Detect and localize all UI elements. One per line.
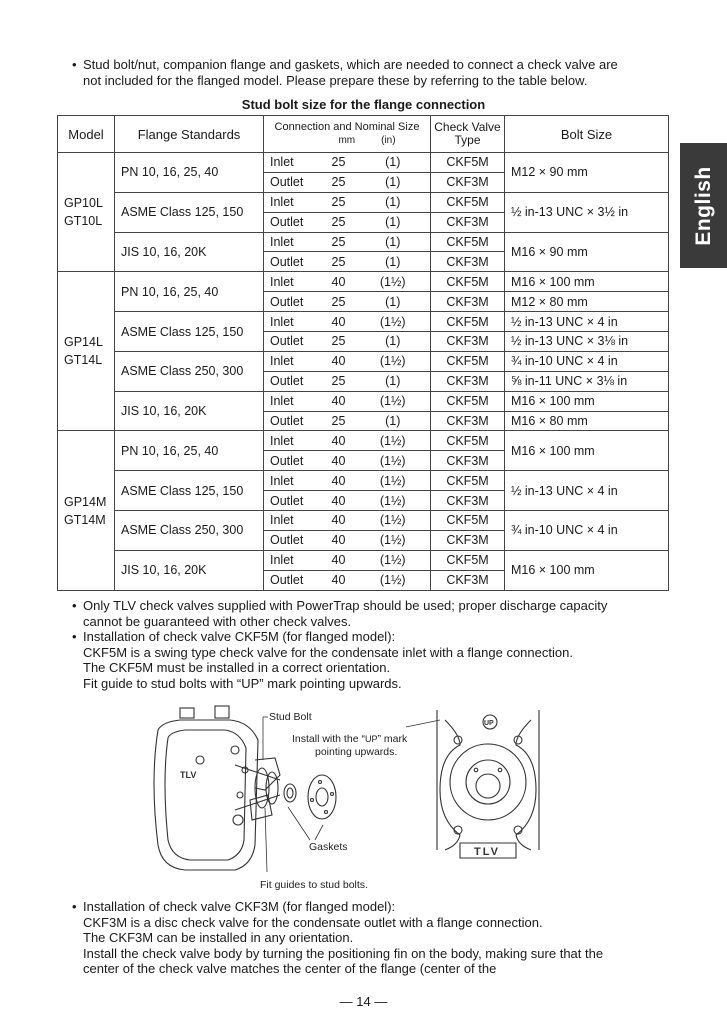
bullet-dot: • bbox=[72, 57, 77, 72]
bullet-line: Install the check valve body by turning the positioning fin on the body, making sure that the bbox=[83, 945, 604, 961]
header-connection-label: Connection and Nominal Size bbox=[274, 121, 420, 133]
model-name: GP14L bbox=[64, 335, 103, 350]
install-note-line-2: pointing upwards. bbox=[315, 746, 398, 758]
model-name: GT14M bbox=[64, 512, 106, 527]
table-row bbox=[58, 431, 669, 451]
bolt-size-cell: ½ in-13 UNC × 4 in bbox=[505, 312, 669, 332]
bolt-size-cell: ½ in-13 UNC × 3½ in bbox=[505, 192, 669, 232]
size-in-cell: (1) bbox=[356, 371, 431, 391]
flange-standard-cell: ASME Class 125, 150 bbox=[115, 471, 264, 511]
companion-flange-drawing bbox=[308, 775, 336, 819]
model-name: GT10L bbox=[64, 214, 103, 229]
flange-standard-cell: JIS 10, 16, 20K bbox=[115, 232, 264, 272]
table-row bbox=[58, 232, 669, 252]
header-check-valve-type bbox=[431, 116, 505, 153]
body-logo: TLV bbox=[180, 770, 197, 780]
model-cell bbox=[58, 272, 115, 431]
connection-cell: Outlet bbox=[264, 371, 322, 391]
powertrap-body-drawing bbox=[154, 706, 280, 870]
table-row bbox=[58, 391, 669, 411]
bullet-line: center of the check valve matches the center of the flange (center of the bbox=[83, 961, 497, 976]
flange-standard-cell: PN 10, 16, 25, 40 bbox=[115, 431, 264, 471]
size-mm-cell: 40 bbox=[322, 312, 356, 332]
flange-standard-cell: ASME Class 125, 150 bbox=[115, 192, 264, 232]
bolt-size-cell: ½ in-13 UNC × 3⅛ in bbox=[505, 332, 669, 352]
fit-guides-label: Fit guides to stud bolts. bbox=[260, 879, 368, 891]
table-row bbox=[58, 312, 669, 332]
up-mark: UP bbox=[484, 720, 494, 727]
connection-cell: Outlet bbox=[264, 451, 322, 471]
size-in-cell: (1) bbox=[356, 153, 431, 173]
bolt-size-cell: ⅝ in-11 UNC × 3⅛ in bbox=[505, 371, 669, 391]
header-model: Model bbox=[58, 116, 115, 153]
bullet-line: Installation of check valve CKF3M (for flanged model): bbox=[83, 899, 396, 914]
connection-cell: Outlet bbox=[264, 530, 322, 550]
model-name: GP10L bbox=[64, 196, 103, 211]
valve-type-cell: CKF3M bbox=[431, 530, 505, 550]
size-mm-cell: 40 bbox=[322, 391, 356, 411]
table-title: Stud bolt size for the flange connection bbox=[241, 97, 486, 112]
bolt-size-cell: M16 × 90 mm bbox=[505, 232, 669, 272]
language-tab bbox=[680, 143, 727, 268]
install-note-line-1: Install with the “UP” mark bbox=[292, 733, 408, 745]
size-mm-cell: 25 bbox=[322, 212, 356, 232]
connection-cell: Inlet bbox=[264, 391, 322, 411]
table-row bbox=[58, 272, 669, 292]
table-row bbox=[58, 192, 669, 212]
flange-standard-cell: ASME Class 250, 300 bbox=[115, 351, 264, 391]
header-check-valve: Check Valve bbox=[434, 120, 501, 134]
bullet-line: CKF3M is a disc check valve for the condensate outlet with a flange connection. bbox=[83, 914, 543, 930]
size-mm-cell: 25 bbox=[322, 332, 356, 352]
size-in-cell: (1) bbox=[356, 411, 431, 431]
header-bolt-size: Bolt Size bbox=[505, 116, 669, 153]
connection-cell: Outlet bbox=[264, 332, 322, 352]
size-in-cell: (1½) bbox=[356, 491, 431, 511]
gasket-drawing bbox=[284, 784, 296, 802]
size-mm-cell: 25 bbox=[322, 252, 356, 272]
size-mm-cell: 40 bbox=[322, 570, 356, 590]
size-in-cell: (1½) bbox=[356, 272, 431, 292]
size-in-cell: (1) bbox=[356, 292, 431, 312]
size-in-cell: (1) bbox=[356, 192, 431, 212]
bullet-line: cannot be guaranteed with other check valves. bbox=[83, 613, 352, 629]
size-mm-cell: 40 bbox=[322, 272, 356, 292]
bolt-size-cell: M12 × 90 mm bbox=[505, 153, 669, 193]
table-row bbox=[58, 153, 669, 173]
size-mm-cell: 25 bbox=[322, 192, 356, 212]
bullet-dot: • bbox=[72, 899, 77, 914]
model-cell bbox=[58, 431, 115, 590]
intro-bullet bbox=[72, 57, 682, 88]
valve-type-cell: CKF3M bbox=[431, 332, 505, 352]
connection-cell: Inlet bbox=[264, 232, 322, 252]
bolt-size-cell: M16 × 80 mm bbox=[505, 411, 669, 431]
size-mm-cell: 25 bbox=[322, 153, 356, 173]
bolt-size-cell: M12 × 80 mm bbox=[505, 292, 669, 312]
size-in-cell: (1½) bbox=[356, 530, 431, 550]
valve-type-cell: CKF5M bbox=[431, 312, 505, 332]
valve-type-cell: CKF5M bbox=[431, 431, 505, 451]
size-in-cell: (1½) bbox=[356, 431, 431, 451]
flange-standard-cell: PN 10, 16, 25, 40 bbox=[115, 272, 264, 312]
size-mm-cell: 25 bbox=[322, 371, 356, 391]
valve-type-cell: CKF5M bbox=[431, 550, 505, 570]
size-mm-cell: 40 bbox=[322, 431, 356, 451]
size-mm-cell: 25 bbox=[322, 411, 356, 431]
size-mm-cell: 25 bbox=[322, 232, 356, 252]
size-mm-cell: 25 bbox=[322, 292, 356, 312]
valve-type-cell: CKF5M bbox=[431, 471, 505, 491]
size-in-cell: (1) bbox=[356, 332, 431, 352]
valve-type-cell: CKF3M bbox=[431, 212, 505, 232]
valve-type-cell: CKF5M bbox=[431, 391, 505, 411]
table-row bbox=[58, 351, 669, 371]
bolt-size-cell: M16 × 100 mm bbox=[505, 431, 669, 471]
header-in: (in) bbox=[381, 135, 396, 146]
connection-cell: Inlet bbox=[264, 431, 322, 451]
size-in-cell: (1½) bbox=[356, 570, 431, 590]
flange-logo: TLV bbox=[474, 846, 500, 858]
size-mm-cell: 40 bbox=[322, 530, 356, 550]
size-in-cell: (1½) bbox=[356, 511, 431, 531]
intro-line-2: not included for the flanged model. Please prepare these by referring to the table below. bbox=[83, 72, 588, 88]
connection-cell: Inlet bbox=[264, 550, 322, 570]
flange-standard-cell: ASME Class 125, 150 bbox=[115, 312, 264, 352]
model-cell bbox=[58, 153, 115, 272]
bolt-size-cell: M16 × 100 mm bbox=[505, 391, 669, 411]
bullet-line: Only TLV check valves supplied with PowerTrap should be used; proper discharge capacity bbox=[83, 598, 608, 613]
bullet-tlv-only bbox=[72, 598, 682, 629]
check-valve-drawing bbox=[235, 765, 280, 810]
bolt-size-cell: M16 × 100 mm bbox=[505, 272, 669, 292]
valve-type-cell: CKF3M bbox=[431, 252, 505, 272]
valve-type-cell: CKF3M bbox=[431, 371, 505, 391]
size-mm-cell: 40 bbox=[322, 491, 356, 511]
bullet-dot: • bbox=[72, 598, 77, 613]
valve-type-cell: CKF3M bbox=[431, 411, 505, 431]
bolt-size-cell: ¾ in-10 UNC × 4 in bbox=[505, 351, 669, 371]
connection-cell: Outlet bbox=[264, 491, 322, 511]
bolt-size-cell: M16 × 100 mm bbox=[505, 550, 669, 590]
header-type: Type bbox=[454, 133, 481, 147]
connection-cell: Inlet bbox=[264, 272, 322, 292]
size-in-cell: (1½) bbox=[356, 550, 431, 570]
gaskets-label: Gaskets bbox=[309, 841, 348, 853]
connection-cell: Inlet bbox=[264, 511, 322, 531]
stud-bolt-label: Stud Bolt bbox=[269, 711, 312, 723]
bullet-line: CKF5M is a swing type check valve for the condensate inlet with a flange connection. bbox=[83, 644, 573, 660]
header-connection bbox=[264, 116, 431, 153]
connection-cell: Outlet bbox=[264, 172, 322, 192]
valve-type-cell: CKF3M bbox=[431, 570, 505, 590]
size-mm-cell: 40 bbox=[322, 451, 356, 471]
size-in-cell: (1½) bbox=[356, 391, 431, 411]
bolt-size-cell: ½ in-13 UNC × 4 in bbox=[505, 471, 669, 511]
size-mm-cell: 40 bbox=[322, 351, 356, 371]
bolt-size-cell: ¾ in-10 UNC × 4 in bbox=[505, 511, 669, 551]
connection-cell: Inlet bbox=[264, 312, 322, 332]
valve-type-cell: CKF3M bbox=[431, 292, 505, 312]
page-number: — 14 — bbox=[339, 994, 388, 1009]
model-name: GT14L bbox=[64, 353, 103, 368]
bullet-line: The CKF5M must be installed in a correct orientation. bbox=[83, 660, 391, 675]
bullet-line: The CKF3M can be installed in any orientation. bbox=[83, 930, 354, 945]
flange-standard-cell: JIS 10, 16, 20K bbox=[115, 550, 264, 590]
connection-cell: Inlet bbox=[264, 351, 322, 371]
ckf5m-installation-figure bbox=[140, 700, 560, 895]
size-in-cell: (1½) bbox=[356, 471, 431, 491]
valve-type-cell: CKF5M bbox=[431, 511, 505, 531]
valve-type-cell: CKF5M bbox=[431, 192, 505, 212]
valve-type-cell: CKF5M bbox=[431, 232, 505, 252]
flange-standard-cell: JIS 10, 16, 20K bbox=[115, 391, 264, 431]
flange-front-view-drawing bbox=[437, 710, 539, 858]
header-flange-standards: Flange Standards bbox=[115, 116, 264, 153]
size-in-cell: (1) bbox=[356, 172, 431, 192]
bullet-line: Installation of check valve CKF5M (for flanged model): bbox=[83, 629, 396, 644]
language-tab-label: English bbox=[691, 165, 715, 246]
size-in-cell: (1½) bbox=[356, 351, 431, 371]
valve-type-cell: CKF5M bbox=[431, 153, 505, 173]
connection-cell: Inlet bbox=[264, 471, 322, 491]
size-mm-cell: 25 bbox=[322, 172, 356, 192]
valve-type-cell: CKF3M bbox=[431, 451, 505, 471]
valve-type-cell: CKF5M bbox=[431, 351, 505, 371]
intro-line-1: Stud bolt/nut, companion flange and gaskets, which are needed to connect a check valve are bbox=[83, 57, 618, 72]
flange-standard-cell: ASME Class 250, 300 bbox=[115, 511, 264, 551]
table-row bbox=[58, 511, 669, 531]
size-mm-cell: 40 bbox=[322, 511, 356, 531]
table-header-row bbox=[58, 116, 669, 153]
size-in-cell: (1) bbox=[356, 212, 431, 232]
size-in-cell: (1½) bbox=[356, 312, 431, 332]
bullet-ckf3m bbox=[72, 899, 682, 977]
size-in-cell: (1) bbox=[356, 232, 431, 252]
connection-cell: Outlet bbox=[264, 212, 322, 232]
flange-standard-cell: PN 10, 16, 25, 40 bbox=[115, 153, 264, 193]
valve-type-cell: CKF3M bbox=[431, 491, 505, 511]
size-in-cell: (1½) bbox=[356, 451, 431, 471]
table-row bbox=[58, 471, 669, 491]
connection-cell: Inlet bbox=[264, 192, 322, 212]
bullet-line: Fit guide to stud bolts with “UP” mark pointing upwards. bbox=[83, 675, 402, 691]
connection-cell: Inlet bbox=[264, 153, 322, 173]
header-mm: mm bbox=[338, 135, 356, 146]
connection-cell: Outlet bbox=[264, 411, 322, 431]
table-row bbox=[58, 550, 669, 570]
connection-cell: Outlet bbox=[264, 292, 322, 312]
connection-cell: Outlet bbox=[264, 252, 322, 272]
size-mm-cell: 40 bbox=[322, 471, 356, 491]
size-in-cell: (1) bbox=[356, 252, 431, 272]
model-name: GP14M bbox=[64, 494, 107, 509]
bolt-size-table bbox=[57, 115, 669, 591]
bullet-ckf5m bbox=[72, 629, 682, 691]
size-mm-cell: 40 bbox=[322, 550, 356, 570]
connection-cell: Outlet bbox=[264, 570, 322, 590]
valve-type-cell: CKF5M bbox=[431, 272, 505, 292]
bullet-dot: • bbox=[72, 629, 77, 644]
valve-type-cell: CKF3M bbox=[431, 172, 505, 192]
